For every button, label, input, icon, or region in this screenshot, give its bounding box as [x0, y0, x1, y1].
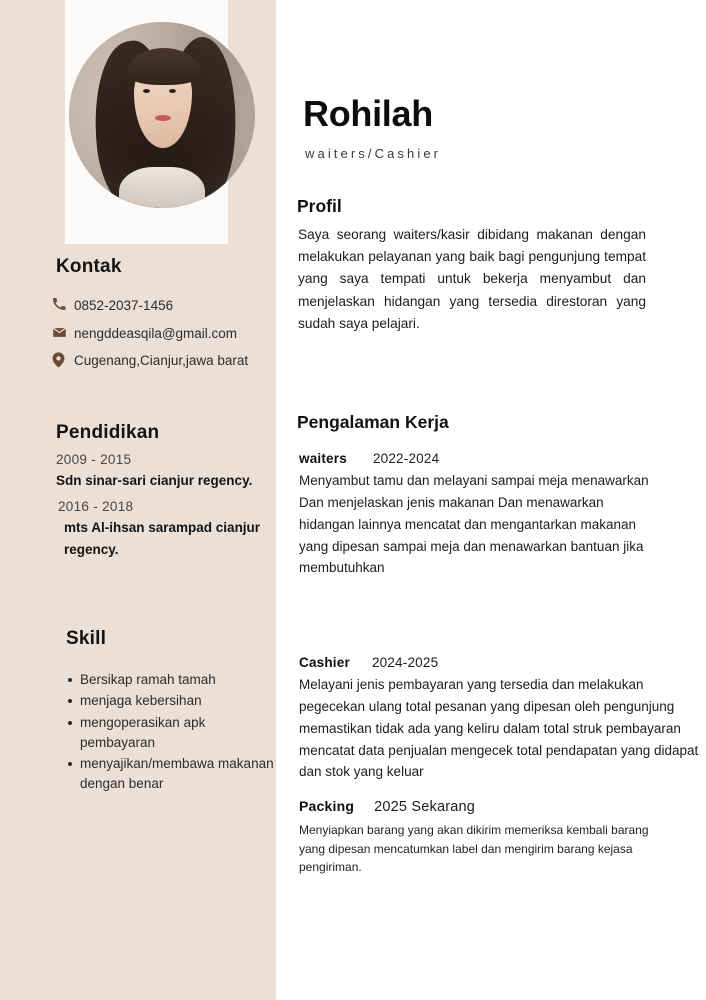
contact-phone-value: 0852-2037-1456	[74, 298, 174, 313]
experience-entry-waiters	[299, 451, 659, 579]
education-entry	[56, 452, 266, 492]
education-heading: Pendidikan	[56, 422, 160, 443]
location-pin-icon	[52, 351, 74, 368]
education-school: mts Al-ihsan sarampad cianjur regency.	[64, 519, 261, 557]
experience-job-title: Cashier	[299, 655, 350, 670]
list-item: menjaga kebersihan	[80, 691, 280, 711]
experience-job-description: Melayani jenis pembayaran yang tersedia dan melakukan pegecekan ulang total pesanan yang dipesan oleh pengunjung memastikan tidak ada yang keliru dalam total struk pembayaran mencatat data penjualan mengecek total pendapatan yang didapat dan stok yang keluar	[299, 677, 699, 780]
list-item: mengoperasikan apk pembayaran	[80, 713, 280, 754]
contact-item-email[interactable]	[52, 324, 267, 344]
skill-heading: Skill	[66, 628, 107, 649]
contact-email-value: nengddeasqila@gmail.com	[74, 325, 238, 341]
experience-job-description: Menyambut tamu dan melayani sampai meja menawarkan Dan menjelaskan jenis makanan Dan menawarkan hidangan lainnya mencatat dan mengantarkan makanan yang dipesan sampai meja dan menawarkan bantuan jika membutuhkan	[299, 473, 649, 576]
education-date: 2016 - 2018	[58, 498, 134, 514]
experience-job-dates: 2025 Sekarang	[374, 799, 476, 815]
experience-entry-header	[299, 655, 701, 670]
education-list	[56, 452, 266, 568]
experience-job-dates: 2024-2025	[371, 655, 439, 670]
portrait-vignette	[69, 22, 255, 208]
experience-job-title: Packing	[299, 798, 355, 814]
experience-entry-header	[299, 798, 659, 815]
phone-icon	[52, 296, 74, 311]
education-entry	[56, 499, 266, 561]
contact-item-phone[interactable]	[52, 296, 267, 316]
envelope-icon	[52, 324, 74, 340]
experience-job-dates: 2022-2024	[372, 451, 440, 466]
job-role-subtitle: waiters/Cashier	[305, 146, 442, 161]
page-title: Rohilah	[303, 93, 433, 134]
experience-entry-header	[299, 451, 659, 466]
list-item: menyajikan/membawa makanan dengan benar	[80, 754, 280, 795]
experience-job-title: waiters	[299, 451, 347, 466]
avatar	[69, 22, 255, 208]
contact-list	[52, 296, 267, 379]
experience-job-description: Menyiapkan barang yang akan dikirim memeriksa kembali barang yang dipesan mencatumkan label dan mengirim barang kejasa pengiriman.	[299, 823, 649, 875]
contact-address-value: Cugenang,Cianjur,jawa barat	[74, 353, 249, 369]
list-item: Bersikap ramah tamah	[80, 670, 280, 690]
contact-heading: Kontak	[56, 256, 122, 277]
experience-entry-packing	[299, 798, 659, 877]
portrait-photo	[69, 22, 255, 208]
experience-entry-cashier	[299, 655, 701, 783]
contact-item-address[interactable]	[52, 351, 267, 371]
profile-body: Saya seorang waiters/kasir dibidang makanan dengan melakukan pelayanan yang baik bagi pengunjung tempat yang saya tempati untuk bekerja menyambut dan menjelaskan hidangan yang tersedia direstoran yang sudah saya pelajari.	[298, 227, 646, 331]
education-date: 2009 - 2015	[56, 452, 132, 467]
education-school: Sdn sinar-sari cianjur regency.	[56, 473, 253, 488]
skill-list	[62, 670, 280, 796]
profile-heading: Profil	[297, 196, 342, 216]
sidebar	[0, 0, 276, 1000]
experience-heading: Pengalaman Kerja	[297, 412, 449, 432]
